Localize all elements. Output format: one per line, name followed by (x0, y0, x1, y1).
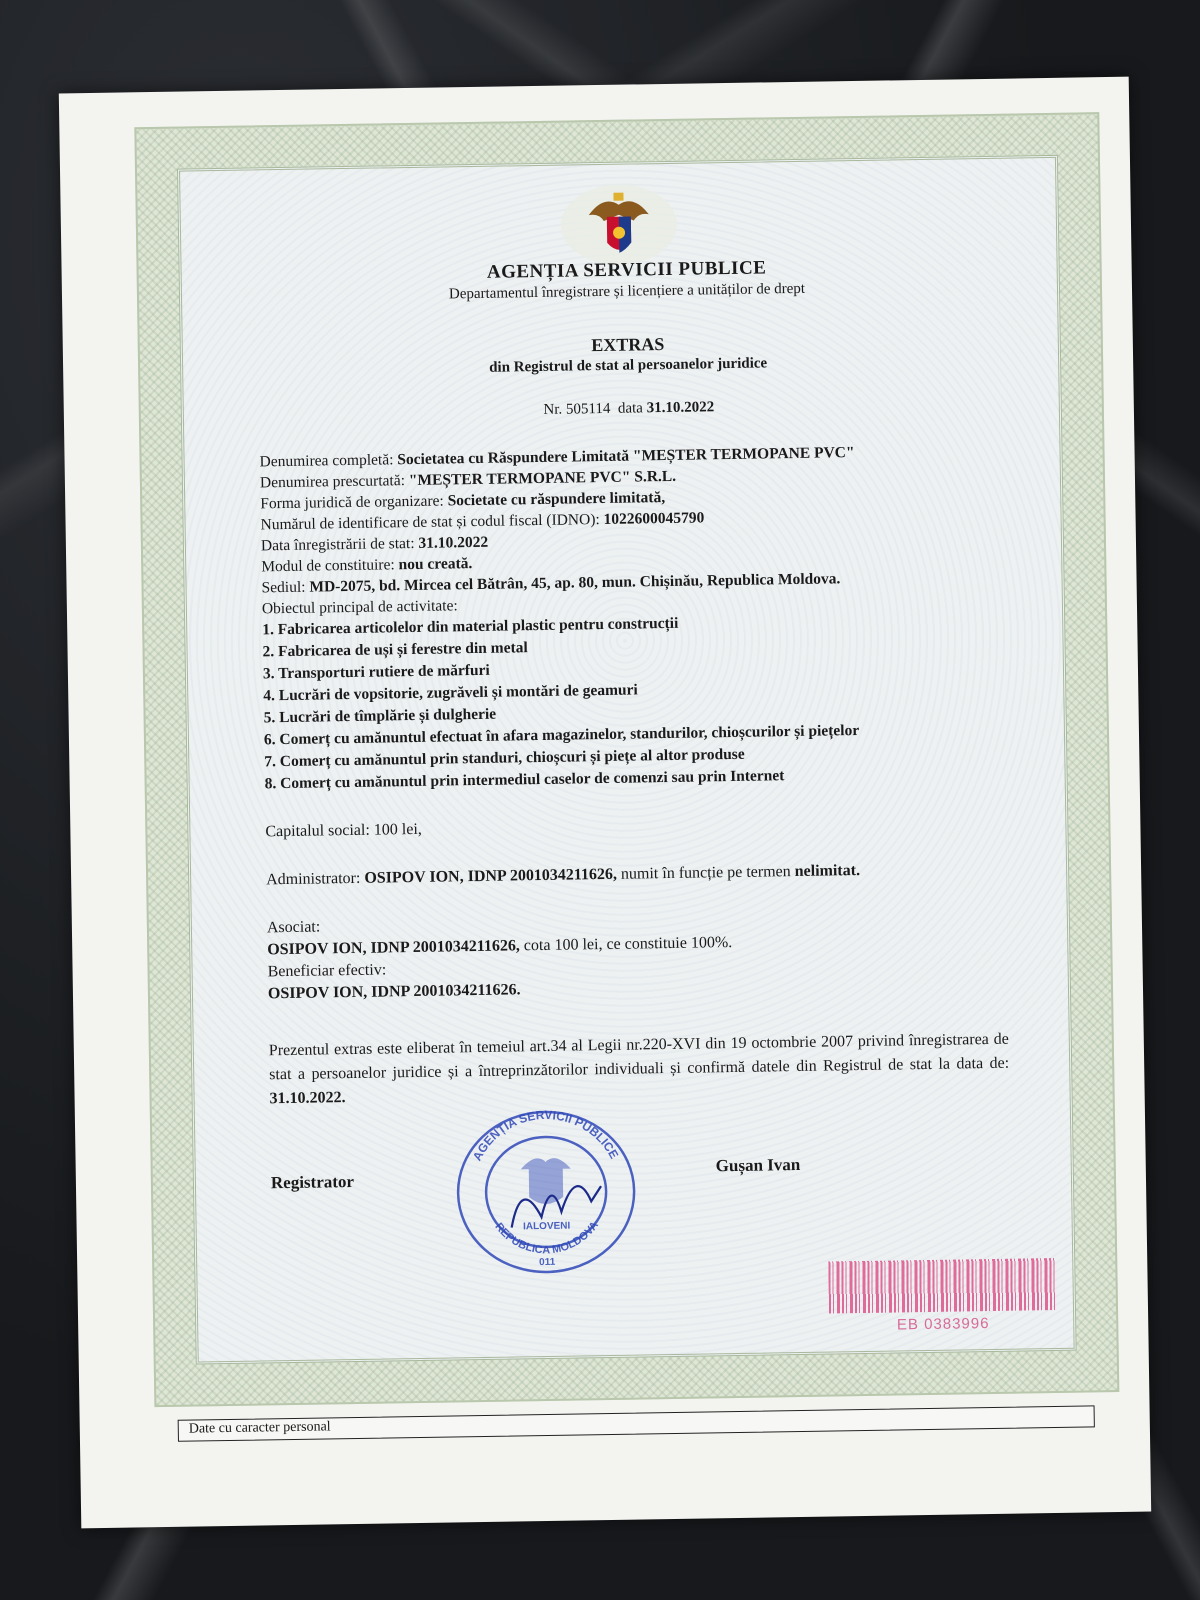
registrator-label: Registrator (270, 1171, 355, 1193)
svg-text:AGENȚIA SERVICII PUBLICE (469, 1107, 621, 1164)
constitution-value: nou creată. (398, 555, 473, 574)
activity-item: 5. Lucrări de tîmplărie și dulgherie (263, 705, 497, 727)
number-prefix: Nr. (543, 401, 563, 418)
registrar-name: Gușan Ivan (715, 1154, 801, 1176)
activity-item: 4. Lucrări de vopsitorie, zugrăveli și montări de geamuri (263, 681, 638, 705)
document-number: 505114 (565, 400, 611, 418)
beneficiary-label: Beneficiar efectiv: (267, 961, 387, 981)
official-stamp-icon (450, 1105, 643, 1278)
reg-date-label: Data înregistrării de stat: (260, 534, 415, 555)
activities-list (262, 608, 1005, 796)
capital-row (265, 810, 1005, 844)
short-name-label: Denumirea prescurtată: (259, 472, 406, 492)
document-body (177, 155, 1077, 1365)
personal-data-label: Date cu caracter personal (188, 1419, 331, 1437)
capital-value: 100 lei, (373, 820, 422, 839)
closing-text: Prezentul extras este eliberat în temeiul art.34 al Legii nr.220-XVI din 19 octombrie 2007 privind înregistrarea de stat a persoanelor juridice și a întreprinzătorilor individuali și confirmă datele din Registrul de stat la data de: (268, 1030, 1010, 1084)
stamp-number: 011 (539, 1256, 556, 1269)
administrator-label: Administrator: (266, 869, 361, 889)
seat-value: MD-2075, bd. Mircea cel Bătrân, 45, ap. 80, mun. Chișinău, Republica Moldova. (309, 570, 841, 596)
document-content (257, 254, 1013, 1281)
full-name-label: Denumirea completă: (259, 451, 394, 471)
guilloche-frame (134, 112, 1119, 1407)
stamp-bottom-text: REPUBLICA MOLDOVA (492, 1219, 601, 1257)
document-title: EXTRAS (591, 334, 665, 356)
constitution-label: Modul de constituire: (261, 556, 395, 576)
associate-label: Asociat: (266, 918, 321, 937)
seat-label: Sediul: (261, 578, 306, 597)
legal-form-label: Forma juridică de organizare: (260, 492, 444, 513)
full-name-value: Societatea cu Răspundere Limitată "MEȘTER TERMOPANE PVC" (397, 444, 855, 469)
barcode-number: EB 0383996 (896, 1315, 990, 1334)
activity-item: 3. Transporturi rutiere de mărfuri (262, 661, 490, 683)
barcode-bars (828, 1258, 1057, 1314)
activity-item: 2. Fabricarea de uși și ferestre din metal (262, 639, 528, 661)
associate-block (267, 906, 1008, 1006)
document-subtitle: din Registrul de stat al persoanelor juridice (489, 355, 768, 376)
date-label: data (617, 400, 644, 417)
associate-share: cota 100 lei, ce constituie 100%. (523, 934, 733, 955)
document-number-line (259, 395, 999, 424)
capital-label: Capitalul social: (265, 821, 370, 841)
administrator-name: OSIPOV ION, IDNP 2001034211626, (364, 865, 618, 887)
idno-value: 1022600045790 (603, 509, 705, 528)
stamp-city: IALOVENI (522, 1220, 571, 1233)
document-date: 31.10.2022 (646, 399, 715, 417)
department-name: Departamentul înregistrare și licențiere a unităților de drept (448, 280, 806, 303)
stamp-top-text: AGENȚIA SERVICII PUBLICE (469, 1107, 622, 1164)
activities-label: Obiectul principal de activitate: (261, 597, 458, 618)
document-sheet (59, 77, 1151, 1529)
activity-item: 7. Comerț cu amănuntul prin standuri, chioșcuri și piețe al altor produse (264, 745, 745, 771)
activity-item: 1. Fabricarea articolelor din material plastic pentru construcții (262, 614, 679, 639)
beneficiary-name: OSIPOV ION, IDNP 2001034211626. (267, 981, 521, 1003)
personal-data-strip (178, 1405, 1095, 1441)
reg-date-value: 31.10.2022 (418, 533, 489, 552)
activity-item: 6. Comerț cu amănuntul efectuat în afara magazinelor, standurilor, chioșcurilor și piețelor (263, 721, 860, 749)
administrator-term: nelimitat. (794, 862, 861, 881)
closing-date: 31.10.2022. (269, 1089, 346, 1108)
barcode-sticker (822, 1250, 1063, 1344)
short-name-value: "MEȘTER TERMOPANE PVC" S.R.L. (408, 467, 677, 490)
agency-title: AGENȚIA SERVICII PUBLICE (486, 257, 767, 283)
associate-name: OSIPOV ION, IDNP 2001034211626, (267, 937, 520, 959)
administrator-row (266, 858, 1006, 892)
activity-item: 8. Comerț cu amănuntul prin intermediul caselor de comenzi sau prin Internet (264, 767, 785, 793)
company-info (259, 440, 1004, 796)
legal-form-value: Societate cu răspundere limitată, (447, 489, 666, 510)
administrator-term-text: numit în funcție pe termen (620, 863, 791, 883)
idno-label: Numărul de identificare de stat și codul fiscal (IDNO): (260, 511, 600, 534)
closing-paragraph (269, 1028, 1010, 1112)
